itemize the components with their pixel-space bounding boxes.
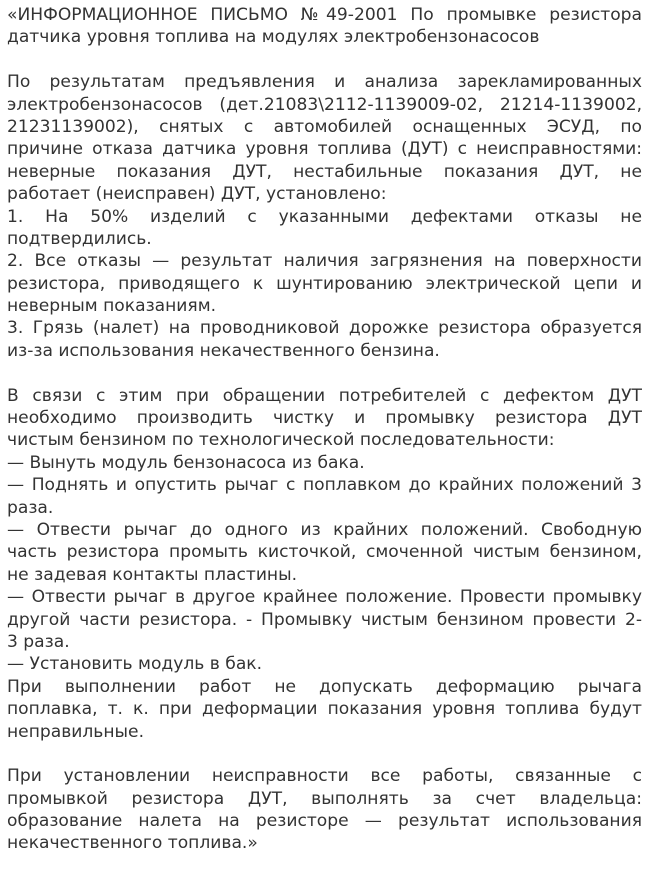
text-line: необходимо производить чистку и промывку резистора ДУТ bbox=[7, 408, 642, 429]
text-line: 3. Грязь (налет) на проводниковой дорожке резистора образуется bbox=[7, 318, 642, 339]
paragraph-gap bbox=[7, 362, 642, 384]
text-line: — Отвести рычаг до одного из крайних положений. Свободную bbox=[7, 519, 642, 540]
text-line: — Вынуть модуль бензонасоса из бака. bbox=[7, 452, 365, 473]
text-line: 2. Все отказы — результат наличия загрязнения на поверхности bbox=[7, 251, 642, 272]
text-line: подтвердились. bbox=[7, 228, 152, 249]
text-line: — Установить модуль в бак. bbox=[7, 654, 263, 675]
text-line: причине отказа датчика уровня топлива (ДУТ) с неисправностями: bbox=[7, 139, 642, 160]
text-line: не задевая контакты пластины. bbox=[7, 564, 298, 585]
text-line: промывкой резистора ДУТ, выполнять за счет владельца: bbox=[7, 788, 642, 809]
text-line: резистора, приводящего к шунтированию электрической цепи и bbox=[7, 273, 642, 294]
text-line: часть резистора промыть кисточкой, смоченной чистым бензином, bbox=[7, 542, 642, 563]
text-line: 3 раза. bbox=[7, 631, 70, 652]
text-line: раза. bbox=[7, 497, 54, 518]
text-line: из-за использования некачественного бензина. bbox=[7, 340, 440, 361]
text-line: — Отвести рычаг в другое крайнее положение. Провести промывку bbox=[7, 587, 642, 608]
text-line: работает (неисправен) ДУТ, установлено: bbox=[7, 184, 387, 205]
text-line: некачественного топлива.» bbox=[7, 833, 258, 854]
text-line: При выполнении работ не допускать деформацию рычага bbox=[7, 676, 642, 697]
text-line: чистым бензином по технологической последовательности: bbox=[7, 430, 555, 451]
text-line: В связи с этим при обращении потребителей с дефектом ДУТ bbox=[7, 385, 642, 406]
text-line: датчика уровня топлива на модулях электробензонасосов bbox=[7, 27, 540, 48]
text-line: электробензонасосов (дет.21083\2112-1139009-02, 21214-1139002, bbox=[7, 94, 642, 115]
text-line: другой части резистора. - Промывку чистым бензином провести 2- bbox=[7, 609, 642, 630]
text-line: При установлении неисправности все работы, связанные с bbox=[7, 766, 642, 787]
paragraph-gap bbox=[7, 49, 642, 71]
text-line: По результатам предъявления и анализа зарекламированных bbox=[7, 72, 642, 93]
text-line: неверные показания ДУТ, нестабильные показания ДУТ, не bbox=[7, 161, 642, 182]
text-line: поплавка, т. к. при деформации показания уровня топлива будут bbox=[7, 699, 642, 720]
text-line: «ИНФОРМАЦИОННОЕ ПИСЬМО №49-2001 По промывке резистора bbox=[7, 5, 642, 25]
paragraph-gap bbox=[7, 743, 642, 765]
text-line: — Поднять и опустить рычаг с поплавком до крайних положений 3 bbox=[7, 475, 642, 496]
text-line: 21231139002), снятых с автомобилей оснащенных ЭСУД, по bbox=[7, 116, 642, 137]
text-line: неправильные. bbox=[7, 721, 145, 742]
text-line: 1. На 50% изделий с указанными дефектами отказы не bbox=[7, 206, 642, 227]
text-line: неверным показаниям. bbox=[7, 296, 217, 317]
text-line: образование налета на резисторе — результат использования bbox=[7, 811, 642, 832]
